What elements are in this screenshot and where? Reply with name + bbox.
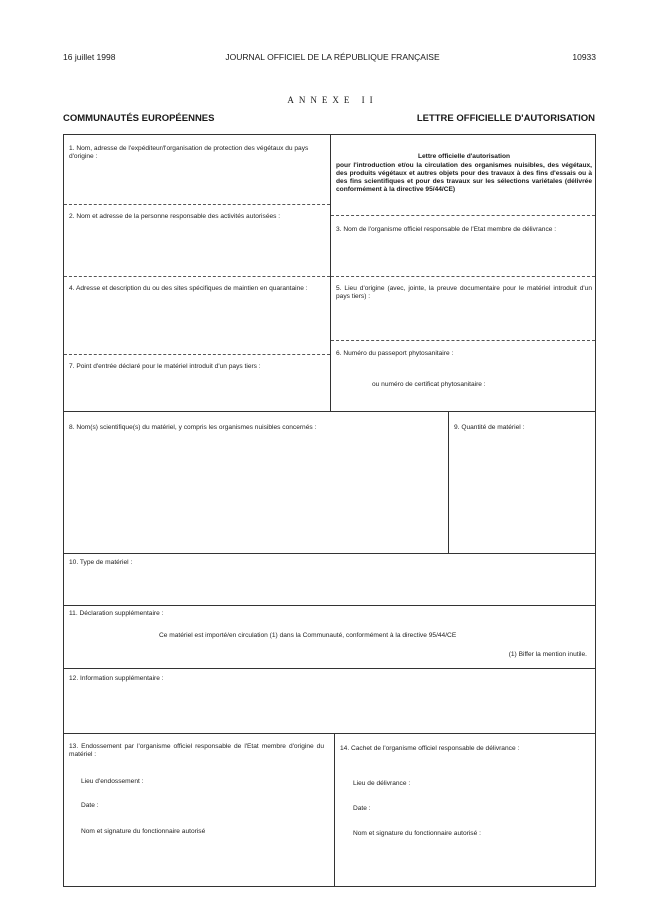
authorisation-form	[63, 134, 596, 887]
field-7-label: 7. Point d'entrée déclaré pour le matériel introduit d'un pays tiers :	[69, 363, 261, 370]
field-14-label: 14. Cachet de l'organisme officiel responsable de délivrance :	[340, 745, 520, 752]
field-11-declaration: Ce matériel est importé/en circulation (1) dans la Communauté, conformément à la directive 95/44/CE	[159, 632, 457, 639]
upper-column-divider	[330, 135, 331, 411]
section-divider	[64, 668, 595, 669]
field-3-label: 3. Nom de l'organisme officiel responsable de l'Etat membre de délivrance :	[336, 226, 557, 233]
lower-column-divider	[334, 733, 335, 887]
field-11-label: 11. Déclaration supplémentaire :	[69, 610, 164, 617]
annexe-title: ANNEXE II	[287, 95, 378, 105]
field-14-signature: Nom et signature du fonctionnaire autorisé :	[353, 830, 481, 837]
field-1-label: 1. Nom, adresse de l'expéditeur/l'organisation de protection des végétaux du pays d'origine :	[69, 145, 309, 160]
field-10-label: 10. Type de matériel :	[69, 559, 133, 566]
field-14-place: Lieu de délivrance :	[353, 780, 411, 787]
field-separator	[331, 276, 595, 277]
letter-title: Lettre officielle d'autorisation	[417, 153, 511, 160]
field-14-date: Date :	[353, 805, 371, 812]
field-separator	[331, 340, 595, 341]
section-divider	[64, 605, 595, 606]
field-12-label: 12. Information supplémentaire :	[69, 675, 164, 682]
document-type-title: LETTRE OFFICIELLE D'AUTORISATION	[416, 113, 595, 124]
organisation-title: COMMUNAUTÉS EUROPÉENNES	[63, 113, 215, 124]
field-9-label: 9. Quantité de matériel :	[454, 424, 525, 431]
field-11-footnote: (1) Biffer la mention inutile.	[508, 651, 587, 658]
field-6b-label: ou numéro de certificat phytosanitaire :	[372, 381, 486, 388]
field-separator	[64, 204, 330, 205]
field-6-label: 6. Numéro du passeport phytosanitaire :	[336, 350, 454, 357]
field-separator	[64, 276, 330, 277]
section-divider	[64, 411, 595, 412]
field-13-signature: Nom et signature du fonctionnaire autorisé	[81, 828, 206, 835]
field-separator	[64, 354, 330, 355]
page-number: 10933	[572, 52, 596, 62]
field-2-label: 2. Nom et adresse de la personne responsable des activités autorisées :	[69, 213, 281, 220]
field-13-label: 13. Endossement par l'organisme officiel responsable de l'Etat membre d'origine du matériel :	[69, 743, 324, 758]
section-divider	[64, 553, 595, 554]
letter-title-box	[336, 153, 592, 194]
letter-subtitle: pour l'introduction et/ou la circulation des organismes nuisibles, des végétaux, des produits végétaux et autres objets pour des travaux à des fins d'essais ou à des fins scientifiques et pour des travaux sur les sélections variétales (délivrée conformément à la directive 95/44/CE)	[336, 162, 592, 193]
field-separator	[331, 215, 595, 216]
quantity-column-divider	[448, 411, 449, 553]
field-8-label: 8. Nom(s) scientifique(s) du matériel, y compris les organismes nuisibles concernés :	[69, 424, 317, 431]
section-divider	[64, 733, 595, 734]
publication-date: 16 juillet 1998	[63, 52, 116, 62]
field-5-label: 5. Lieu d'origine (avec, jointe, la preuve documentaire pour le matériel introduit d'un pays tiers) :	[336, 285, 592, 300]
journal-title: JOURNAL OFFICIEL DE LA RÉPUBLIQUE FRANÇAISE	[225, 52, 440, 62]
field-13-date: Date :	[81, 802, 99, 809]
field-4-label: 4. Adresse et description du ou des sites spécifiques de maintien en quarantaine :	[69, 285, 308, 292]
field-13-place: Lieu d'endossement :	[81, 778, 144, 785]
